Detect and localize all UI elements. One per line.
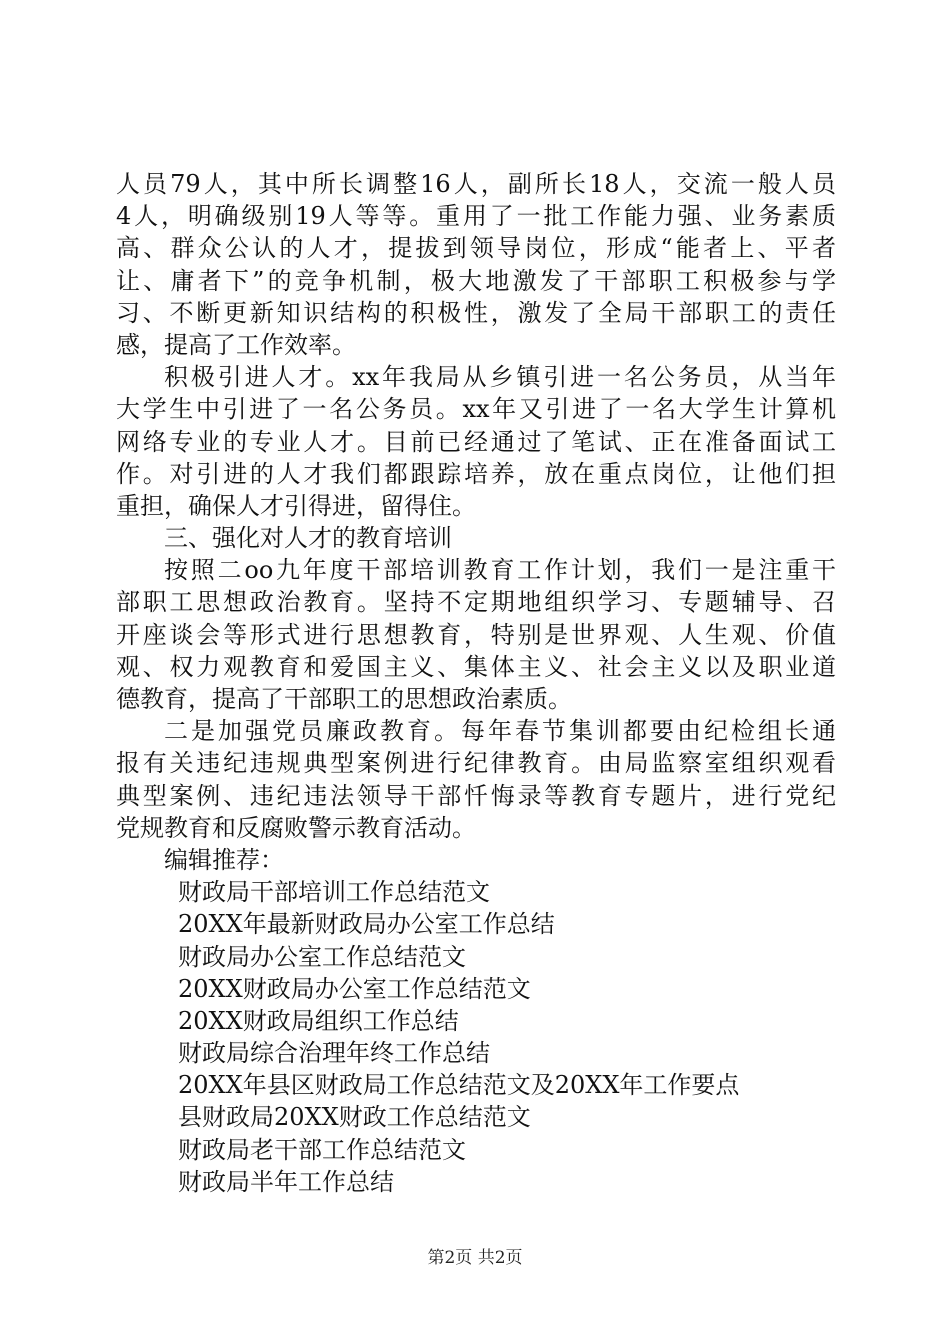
text-line: 重担，确保人才引得进，留得住。 — [116, 491, 476, 520]
recommend-link[interactable]: 20XX财政局办公室工作总结范文 — [178, 974, 531, 1003]
text-line: 人员79人，其中所长调整16人，副所长18人，交流一般人员 — [116, 170, 836, 198]
text-line: 开座谈会等形式进行思想教育，特别是世界观、人生观、价值 — [116, 620, 836, 649]
recommend-link[interactable]: 财政局综合治理年终工作总结 — [178, 1039, 490, 1068]
section-heading: 三、强化对人才的教育培训 — [164, 524, 452, 553]
recommend-link[interactable]: 县财政局20XX财政工作总结范文 — [178, 1103, 531, 1132]
text-line: 网络专业的专业人才。目前已经通过了笔试、正在准备面试工 — [116, 427, 836, 456]
text-line: 报有关违纪违规典型案例进行纪律教育。由局监察室组织观看 — [116, 749, 836, 778]
text-line: 高、群众公认的人才，提拔到领导岗位，形成“能者上、平者 — [116, 234, 836, 263]
recommend-link[interactable]: 20XX年最新财政局办公室工作总结 — [178, 910, 555, 939]
text-line: 部职工思想政治教育。坚持不定期地组织学习、专题辅导、召 — [116, 588, 836, 617]
text-line: 党规教育和反腐败警示教育活动。 — [116, 813, 476, 842]
text-line: 按照二oo九年度干部培训教育工作计划，我们一是注重干 — [164, 556, 836, 585]
recommend-link[interactable]: 20XX年县区财政局工作总结范文及20XX年工作要点 — [178, 1071, 740, 1100]
text-line: 积极引进人才。xx年我局从乡镇引进一名公务员，从当年 — [164, 363, 836, 392]
text-line: 大学生中引进了一名公务员。xx年又引进了一名大学生计算机 — [116, 395, 836, 424]
recommend-link[interactable]: 财政局办公室工作总结范文 — [178, 942, 466, 971]
recommend-link[interactable]: 财政局干部培训工作总结范文 — [178, 878, 490, 907]
text-line: 感，提高了工作效率。 — [116, 330, 356, 359]
text-line: 让、庸者下”的竞争机制，极大地激发了干部职工积极参与学 — [116, 266, 836, 295]
text-line: 习、不断更新知识结构的积极性，激发了全局干部职工的责任 — [116, 298, 836, 327]
document-body — [116, 168, 836, 1198]
text-line: 二是加强党员廉政教育。每年春节集训都要由纪检组长通 — [164, 717, 836, 746]
page-footer: 第2页 共2页 — [427, 1248, 523, 1268]
text-line: 4人，明确级别19人等等。重用了一批工作能力强、业务素质 — [116, 202, 836, 231]
recommend-link[interactable]: 财政局半年工作总结 — [178, 1167, 394, 1196]
recommend-link[interactable]: 20XX财政局组织工作总结 — [178, 1006, 459, 1035]
text-line: 观、权力观教育和爱国主义、集体主义、社会主义以及职业道 — [116, 652, 836, 681]
text-line: 德教育，提高了干部职工的思想政治素质。 — [116, 685, 572, 713]
recommend-link[interactable]: 财政局老干部工作总结范文 — [178, 1135, 466, 1164]
text-line: 作。对引进的人才我们都跟踪培养，放在重点岗位，让他们担 — [116, 459, 836, 488]
recommend-label: 编辑推荐： — [164, 845, 284, 874]
text-line: 典型案例、违纪违法领导干部忏悔录等教育专题片，进行党纪 — [116, 781, 836, 810]
